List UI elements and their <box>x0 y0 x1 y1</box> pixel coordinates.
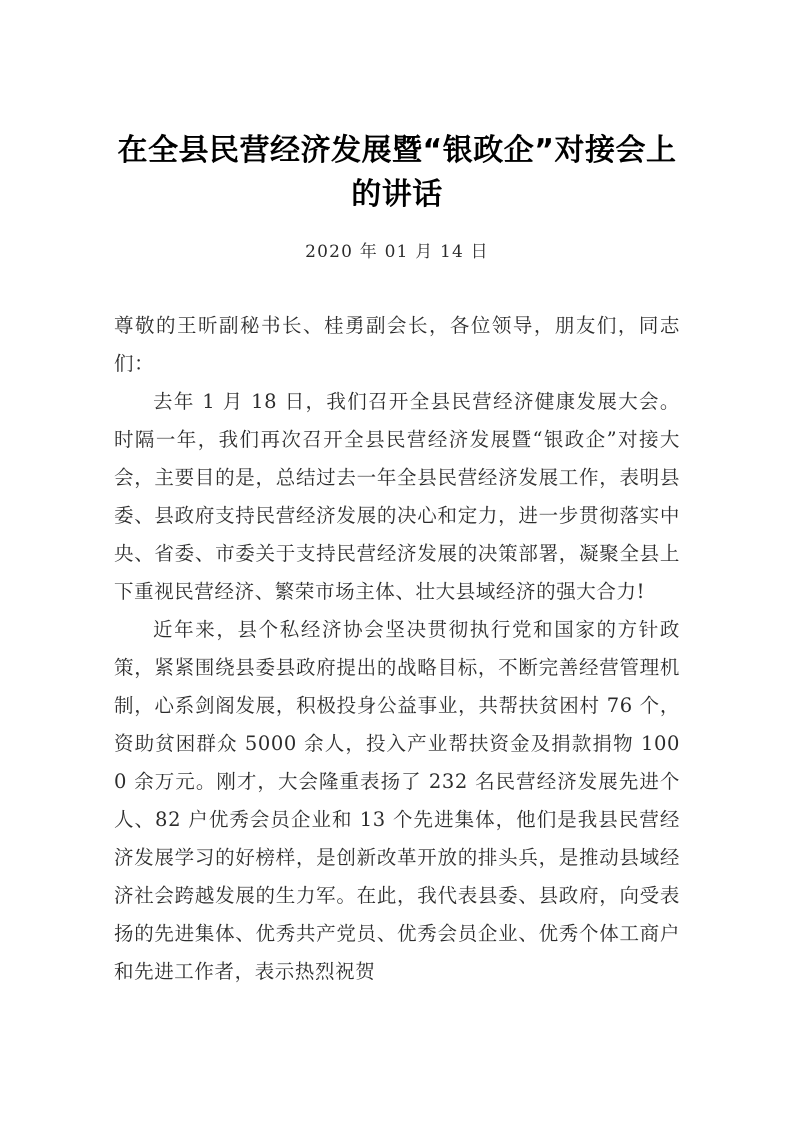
document-body <box>114 0 680 991</box>
body-paragraph-1: 去年 1 月 18 日，我们召开全县民营经济健康发展大会。时隔一年，我们再次召开全县民营经济发展暨“银政企”对接大会，主要目的是，总结过去一年全县民营经济发展工作，表明县委、县政府支持民营经济发展的决心和定力，进一步贯彻落实中央、省委、市委关于支持民营经济发展的决策部署，凝聚全县上下重视民营经济、繁荣市场主体、壮大县域经济的强大合力! <box>114 390 680 603</box>
document-date: 2020 年 01 月 14 日 <box>305 242 489 262</box>
salutation-paragraph: 尊敬的王昕副秘书长、桂勇副会长，各位领导，朋友们，同志们： <box>114 314 680 375</box>
document-content <box>114 265 680 991</box>
page-title: 在全县民营经济发展暨“银政企”对接会上的讲话 <box>117 133 677 212</box>
body-paragraph-2: 近年来，县个私经济协会坚决贯彻执行党和国家的方针政策，紧紧围绕县委县政府提出的战略目标，不断完善经营管理机制，心系剑阁发展，积极投身公益事业，共帮扶贫困村 76 个，资助贫困群众 5000 余人，投入产业帮扶资金及捐款捐物 1000 余万元。刚才，大会隆重表扬了 232 名民营经济发展先进个人、82 户优秀会员企业和 13 个先进集体，他们是我县民营经济发展学习的好榜样，是创新改革开放的排头兵，是推动县域经济社会跨越发展的生力军。在此，我代表县委、县政府，向受表扬的先进集体、优秀共产党员、优秀会员企业、优秀个体工商户和先进工作者，表示热烈祝贺 <box>114 618 680 983</box>
